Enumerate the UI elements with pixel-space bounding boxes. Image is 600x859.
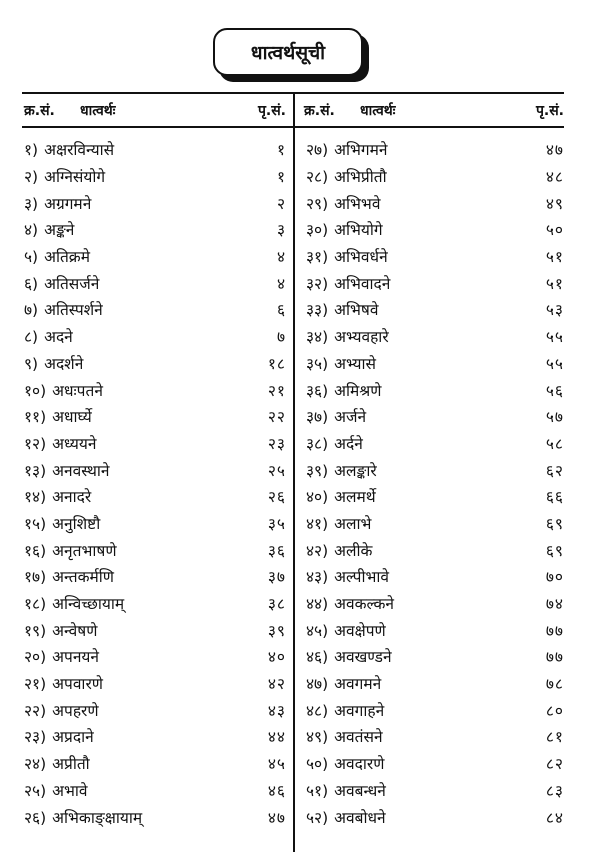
entry-text: अलङ्कारे: [334, 461, 377, 480]
entry-number: १८): [24, 595, 47, 614]
entry-number: ८): [24, 328, 39, 347]
entry-text: अल्पीभावे: [334, 568, 390, 587]
entry-page: ५६: [545, 381, 564, 400]
entry-page: १८: [267, 354, 286, 373]
entry-page: ६: [276, 301, 286, 320]
entry-page: ८४: [545, 808, 564, 827]
index-entry: [24, 456, 286, 483]
entry-page: ५०: [545, 221, 564, 240]
entry-number: ३४): [306, 328, 329, 347]
entry-number: ४३): [306, 568, 329, 587]
entry-text: अवतंसने: [334, 728, 383, 747]
entry-page: ४: [276, 274, 286, 293]
entry-text: अर्दने: [334, 434, 363, 453]
entry-text: अवबोधने: [334, 808, 386, 827]
entry-number: ३८): [306, 434, 329, 453]
index-entry: [306, 616, 564, 643]
entry-text: अप्रदाने: [52, 728, 94, 747]
index-entry: [24, 750, 286, 777]
entry-page: ४: [276, 248, 286, 267]
header-serial-label: क्र.सं.: [24, 102, 55, 119]
entry-page: २२: [267, 408, 286, 427]
entry-page: ६९: [545, 541, 564, 560]
entry-text: अन्तकर्मणि: [52, 568, 115, 587]
entry-text: अपनयने: [52, 648, 100, 667]
entry-text: अवगाहने: [334, 701, 385, 720]
entry-number: १६): [24, 541, 47, 560]
index-entry: [306, 189, 564, 216]
entry-page: २६: [267, 488, 286, 507]
entry-page: ५३: [545, 301, 564, 320]
entry-text: अभिकाङ्क्षायाम्: [52, 808, 143, 827]
entry-text: अभ्यासे: [334, 354, 376, 373]
entry-page: ६६: [545, 488, 564, 507]
entry-page: ७७: [545, 621, 564, 640]
index-entry: [306, 456, 564, 483]
entry-number: ३९): [306, 461, 329, 480]
index-entry: [306, 803, 564, 830]
entry-number: २०): [24, 648, 47, 667]
index-entry: [24, 296, 286, 323]
entry-page: २: [276, 194, 286, 213]
title-frame: [213, 28, 371, 84]
entry-number: ४९): [306, 728, 329, 747]
entry-text: अलाभे: [334, 514, 372, 533]
entry-text: अक्षरविन्यासे: [44, 141, 115, 160]
entry-text: अप्रीतौ: [52, 755, 90, 774]
entry-number: ४६): [306, 648, 329, 667]
entry-text: अनवस्थाने: [52, 461, 110, 480]
entry-page: ४२: [267, 675, 286, 694]
entry-number: २४): [24, 755, 47, 774]
entry-page: ७: [276, 328, 286, 347]
index-entry: [306, 269, 564, 296]
entry-number: ३६): [306, 381, 329, 400]
index-entry: [24, 536, 286, 563]
index-entry: [306, 350, 564, 377]
entry-page: ८०: [545, 701, 564, 720]
entry-text: अवखण्डने: [334, 648, 392, 667]
entry-text: अदर्शने: [44, 354, 84, 373]
entry-page: ८१: [545, 728, 564, 747]
entry-text: अधःपतने: [52, 381, 103, 400]
index-entry: [306, 216, 564, 243]
index-entry: [24, 777, 286, 804]
index-entry: [306, 403, 564, 430]
entry-page: ४८: [545, 168, 564, 187]
entry-number: २६): [24, 808, 47, 827]
index-entry: [24, 616, 286, 643]
index-entry: [24, 643, 286, 670]
header-serial-label: क्र.सं.: [304, 102, 335, 119]
entry-page: ५७: [545, 408, 564, 427]
entry-number: ९): [24, 354, 39, 373]
entry-text: अतिक्रमे: [44, 248, 90, 267]
entry-text: अभिभवे: [334, 194, 381, 213]
entry-number: ६): [24, 274, 39, 293]
entry-number: ४८): [306, 701, 329, 720]
entry-page: ५८: [545, 434, 564, 453]
header-left: [24, 98, 286, 122]
entry-text: अनादरे: [52, 488, 92, 507]
entry-page: ५५: [545, 328, 564, 347]
entry-number: १७): [24, 568, 47, 587]
entry-text: अवबन्धने: [334, 781, 386, 800]
entry-text: अभियोगे: [334, 221, 383, 240]
index-entry: [24, 483, 286, 510]
entry-page: ३६: [267, 541, 286, 560]
index-entry: [24, 696, 286, 723]
entry-number: ११): [24, 408, 47, 427]
index-entry: [24, 376, 286, 403]
entry-number: ५२): [306, 808, 329, 827]
index-entry: [24, 350, 286, 377]
entry-number: २९): [306, 194, 329, 213]
entry-text: अग्रगमने: [44, 194, 92, 213]
entry-text: अतिसर्जने: [44, 274, 100, 293]
entry-page: ४०: [267, 648, 286, 667]
index-entry: [24, 136, 286, 163]
entry-number: ५०): [306, 755, 329, 774]
entry-number: ५१): [306, 781, 329, 800]
index-entry: [306, 723, 564, 750]
entry-text: अर्जने: [334, 408, 367, 427]
entry-number: ४): [24, 221, 39, 240]
entry-text: अनुशिष्टौ: [52, 514, 101, 533]
index-entry: [306, 777, 564, 804]
entry-page: ३७: [267, 568, 286, 587]
entry-number: १५): [24, 514, 47, 533]
header-page-label: पृ.सं.: [535, 102, 564, 119]
entry-number: ४५): [306, 621, 329, 640]
entry-page: ७४: [545, 595, 564, 614]
entry-page: ३८: [267, 595, 286, 614]
entry-number: १४): [24, 488, 47, 507]
entry-number: २८): [306, 168, 329, 187]
index-column-left: [24, 136, 286, 830]
entry-number: १९): [24, 621, 47, 640]
entry-text: अधार्घ्ये: [52, 408, 92, 427]
index-entry: [306, 670, 564, 697]
entry-page: १: [276, 168, 286, 187]
index-entry: [24, 323, 286, 350]
index-entry: [24, 510, 286, 537]
entry-number: २५): [24, 781, 47, 800]
index-entry: [306, 323, 564, 350]
entry-number: ४४): [306, 595, 329, 614]
entry-text: अमिश्रणे: [334, 381, 382, 400]
entry-page: ४५: [267, 755, 286, 774]
entry-page: ४७: [545, 141, 564, 160]
index-entry: [306, 136, 564, 163]
entry-number: ३५): [306, 354, 329, 373]
entry-text: अलमर्थे: [334, 488, 376, 507]
entry-text: अभावे: [52, 781, 88, 800]
index-entry: [24, 563, 286, 590]
entry-page: २५: [267, 461, 286, 480]
entry-page: ५१: [545, 274, 564, 293]
entry-text: अन्विच्छायाम्: [52, 595, 125, 614]
entry-number: १३): [24, 461, 47, 480]
entry-number: ४०): [306, 488, 329, 507]
entry-text: अलीके: [334, 541, 373, 560]
entry-page: ४४: [267, 728, 286, 747]
entry-number: ३): [24, 194, 39, 213]
entry-page: ५१: [545, 248, 564, 267]
entry-number: १०): [24, 381, 47, 400]
entry-page: ४३: [267, 701, 286, 720]
index-entry: [306, 483, 564, 510]
entry-text: अभिगमने: [334, 141, 388, 160]
entry-page: ६९: [545, 514, 564, 533]
entry-number: ४७): [306, 675, 329, 694]
entry-number: २३): [24, 728, 47, 747]
entry-page: ७०: [545, 568, 564, 587]
index-entry: [306, 243, 564, 270]
entry-number: ३१): [306, 248, 329, 267]
entry-page: ३: [276, 221, 286, 240]
entry-number: २): [24, 168, 39, 187]
entry-number: १): [24, 141, 39, 160]
index-entry: [24, 189, 286, 216]
index-entry: [24, 243, 286, 270]
header-right: [304, 98, 564, 122]
entry-text: अदने: [44, 328, 73, 347]
entry-text: अध्ययने: [52, 434, 97, 453]
header-name-label: धात्वर्थः: [80, 102, 116, 119]
entry-text: अपवारणे: [52, 675, 103, 694]
entry-number: ५): [24, 248, 39, 267]
index-entry: [24, 670, 286, 697]
entry-text: अनृतभाषणे: [52, 541, 117, 560]
index-column-right: [306, 136, 564, 830]
entry-number: ३२): [306, 274, 329, 293]
entry-number: १२): [24, 434, 47, 453]
entry-text: अवक्षेपणे: [334, 621, 386, 640]
index-entry: [306, 430, 564, 457]
column-divider: [293, 92, 295, 852]
entry-number: ४१): [306, 514, 329, 533]
index-entry: [306, 536, 564, 563]
entry-page: ८२: [545, 755, 564, 774]
entry-page: २३: [267, 434, 286, 453]
entry-text: अभिवर्धने: [334, 248, 388, 267]
entry-text: अवदारणे: [334, 755, 385, 774]
entry-number: ७): [24, 301, 39, 320]
entry-number: २२): [24, 701, 47, 720]
entry-number: २७): [306, 141, 329, 160]
entry-page: ४६: [267, 781, 286, 800]
entry-text: अभिवादने: [334, 274, 391, 293]
index-entry: [24, 723, 286, 750]
entry-number: ४२): [306, 541, 329, 560]
index-entry: [24, 430, 286, 457]
entry-page: ४९: [545, 194, 564, 213]
entry-text: अन्वेषणे: [52, 621, 98, 640]
entry-page: ५५: [545, 354, 564, 373]
index-entry: [306, 590, 564, 617]
entry-number: ३३): [306, 301, 329, 320]
index-entry: [306, 696, 564, 723]
entry-page: २१: [267, 381, 286, 400]
index-entry: [24, 803, 286, 830]
entry-page: ३९: [267, 621, 286, 640]
index-entry: [24, 163, 286, 190]
entry-page: ७७: [545, 648, 564, 667]
entry-text: अवगमने: [334, 675, 382, 694]
page-title: धात्वर्थसूची: [213, 28, 363, 76]
entry-text: अतिस्पर्शने: [44, 301, 103, 320]
entry-text: अङ्कने: [44, 221, 75, 240]
entry-number: ३०): [306, 221, 329, 240]
index-entry: [24, 269, 286, 296]
index-entry: [24, 403, 286, 430]
entry-page: ४७: [267, 808, 286, 827]
index-entry: [24, 590, 286, 617]
index-entry: [306, 376, 564, 403]
entry-number: २१): [24, 675, 47, 694]
entry-number: ३७): [306, 408, 329, 427]
index-entry: [306, 750, 564, 777]
entry-text: अवकल्कने: [334, 595, 395, 614]
entry-text: अग्निसंयोगे: [44, 168, 106, 187]
entry-text: अभिप्रीतौ: [334, 168, 387, 187]
header-name-label: धात्वर्थः: [360, 102, 396, 119]
index-entry: [306, 510, 564, 537]
index-entry: [306, 163, 564, 190]
index-entry: [306, 643, 564, 670]
entry-text: अभिषवे: [334, 301, 379, 320]
index-entry: [306, 563, 564, 590]
entry-page: ३५: [267, 514, 286, 533]
entry-text: अपहरणे: [52, 701, 99, 720]
entry-text: अभ्यवहारे: [334, 328, 389, 347]
index-entry: [306, 296, 564, 323]
entry-page: ६२: [545, 461, 564, 480]
entry-page: ८३: [545, 781, 564, 800]
index-entry: [24, 216, 286, 243]
entry-page: १: [276, 141, 286, 160]
header-page-label: पृ.सं.: [257, 102, 286, 119]
entry-page: ७८: [545, 675, 564, 694]
